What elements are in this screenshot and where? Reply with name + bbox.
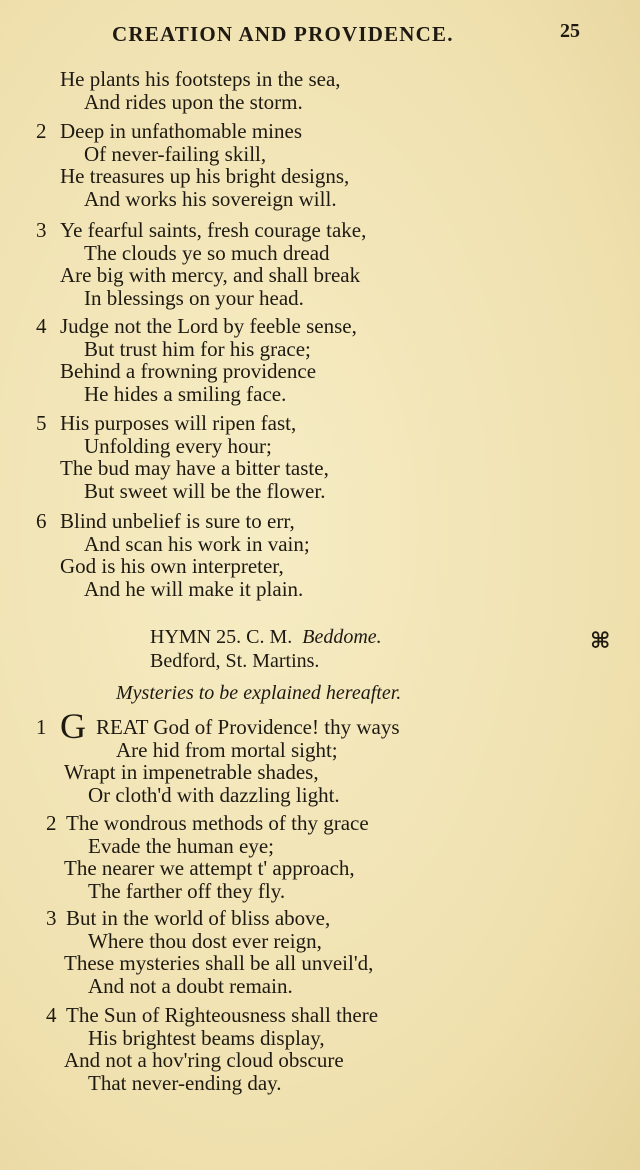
verse-line: His brightest beams display, xyxy=(88,1025,325,1050)
verse-line: In blessings on your head. xyxy=(84,285,304,310)
verse-line: Judge not the Lord by feeble sense, xyxy=(60,314,357,338)
stanza-4 xyxy=(36,315,506,405)
stanza-2 xyxy=(36,120,506,210)
hymn-title: HYMN 25. C. M. xyxy=(150,626,293,648)
stanza-number: 5 xyxy=(36,411,47,435)
hymn-author: Beddome. xyxy=(302,626,382,648)
verse-line: The nearer we attempt t' approach, xyxy=(64,856,355,880)
tune-list: Bedford, St. Martins. xyxy=(150,650,320,672)
stanza-3 xyxy=(36,219,506,309)
running-title: CREATION AND PROVIDENCE. xyxy=(112,22,454,46)
stanza-number: 1 xyxy=(36,715,47,739)
verse-line: The farther off they fly. xyxy=(88,878,286,903)
verse-line: Blind unbelief is sure to err, xyxy=(60,509,295,533)
verse-line: Where thou dost ever reign, xyxy=(88,928,322,953)
verse-line: Of never-failing skill, xyxy=(84,141,267,166)
verse-line: REAT God of Providence! thy ways xyxy=(96,715,400,739)
verse-line: These mysteries shall be all unveil'd, xyxy=(64,951,374,975)
verse-line: And works his sovereign will. xyxy=(84,186,337,211)
page-header xyxy=(0,20,640,50)
stanza-5 xyxy=(36,412,506,502)
verse-line: Behind a frowning providence xyxy=(60,359,317,383)
verse-line: And he will make it plain. xyxy=(84,576,304,601)
verse-line: Or cloth'd with dazzling light. xyxy=(88,782,340,807)
verse-line: Are hid from mortal sight; xyxy=(116,737,338,762)
verse-line: He plants his footsteps in the sea, xyxy=(60,67,341,91)
verse-line: And rides upon the storm. xyxy=(84,89,303,114)
page-number: 25 xyxy=(560,20,580,42)
hymn25-stanza-2 xyxy=(36,812,506,902)
stanza-number: 2 xyxy=(36,119,47,143)
hymn25-stanza-1 xyxy=(36,706,536,807)
verse-line: The clouds ye so much dread xyxy=(84,240,330,265)
verse-line: The wondrous methods of thy grace xyxy=(66,811,369,835)
stanza-continued xyxy=(36,68,506,113)
verse-line: Deep in unfathomable mines xyxy=(60,119,303,143)
stanza-number: 3 xyxy=(46,906,57,930)
verse-line: That never-ending day. xyxy=(88,1070,282,1095)
hymn25-stanza-4 xyxy=(36,1004,506,1094)
verse-line: Ye fearful saints, fresh courage take, xyxy=(60,218,367,242)
verse-line: But trust him for his grace; xyxy=(84,336,311,361)
verse-line: And not a hov'ring cloud obscure xyxy=(64,1048,344,1072)
stanza-number: 4 xyxy=(46,1003,57,1027)
subject-line: Mysteries to be explained hereafter. xyxy=(116,682,402,704)
verse-line: His purposes will ripen fast, xyxy=(60,411,297,435)
verse-line: Unfolding every hour; xyxy=(84,433,272,458)
verse-line: He hides a smiling face. xyxy=(84,381,287,406)
verse-line: The Sun of Righteousness shall there xyxy=(66,1003,379,1027)
verse-line: But sweet will be the flower. xyxy=(84,478,326,503)
stanza-number: 3 xyxy=(36,218,47,242)
stanza-number: 6 xyxy=(36,509,47,533)
stanza-number: 4 xyxy=(36,314,47,338)
hymn25-stanza-3 xyxy=(36,907,506,997)
verse-line: The bud may have a bitter taste, xyxy=(60,456,329,480)
verse-line: God is his own interpreter, xyxy=(60,554,284,578)
verse-line: Evade the human eye; xyxy=(88,833,275,858)
verse-line: Are big with mercy, and shall break xyxy=(60,263,361,287)
verse-line: He treasures up his bright designs, xyxy=(60,164,350,188)
fleuron-ornament-icon: ⌘ xyxy=(590,628,611,654)
drop-cap: G xyxy=(60,706,86,746)
verse-line: And not a doubt remain. xyxy=(88,973,293,998)
verse-line: And scan his work in vain; xyxy=(84,531,310,556)
verse-line: But in the world of bliss above, xyxy=(66,906,331,930)
verse-line: Wrapt in impenetrable shades, xyxy=(64,760,319,784)
stanza-6 xyxy=(36,510,506,600)
stanza-number: 2 xyxy=(46,811,57,835)
